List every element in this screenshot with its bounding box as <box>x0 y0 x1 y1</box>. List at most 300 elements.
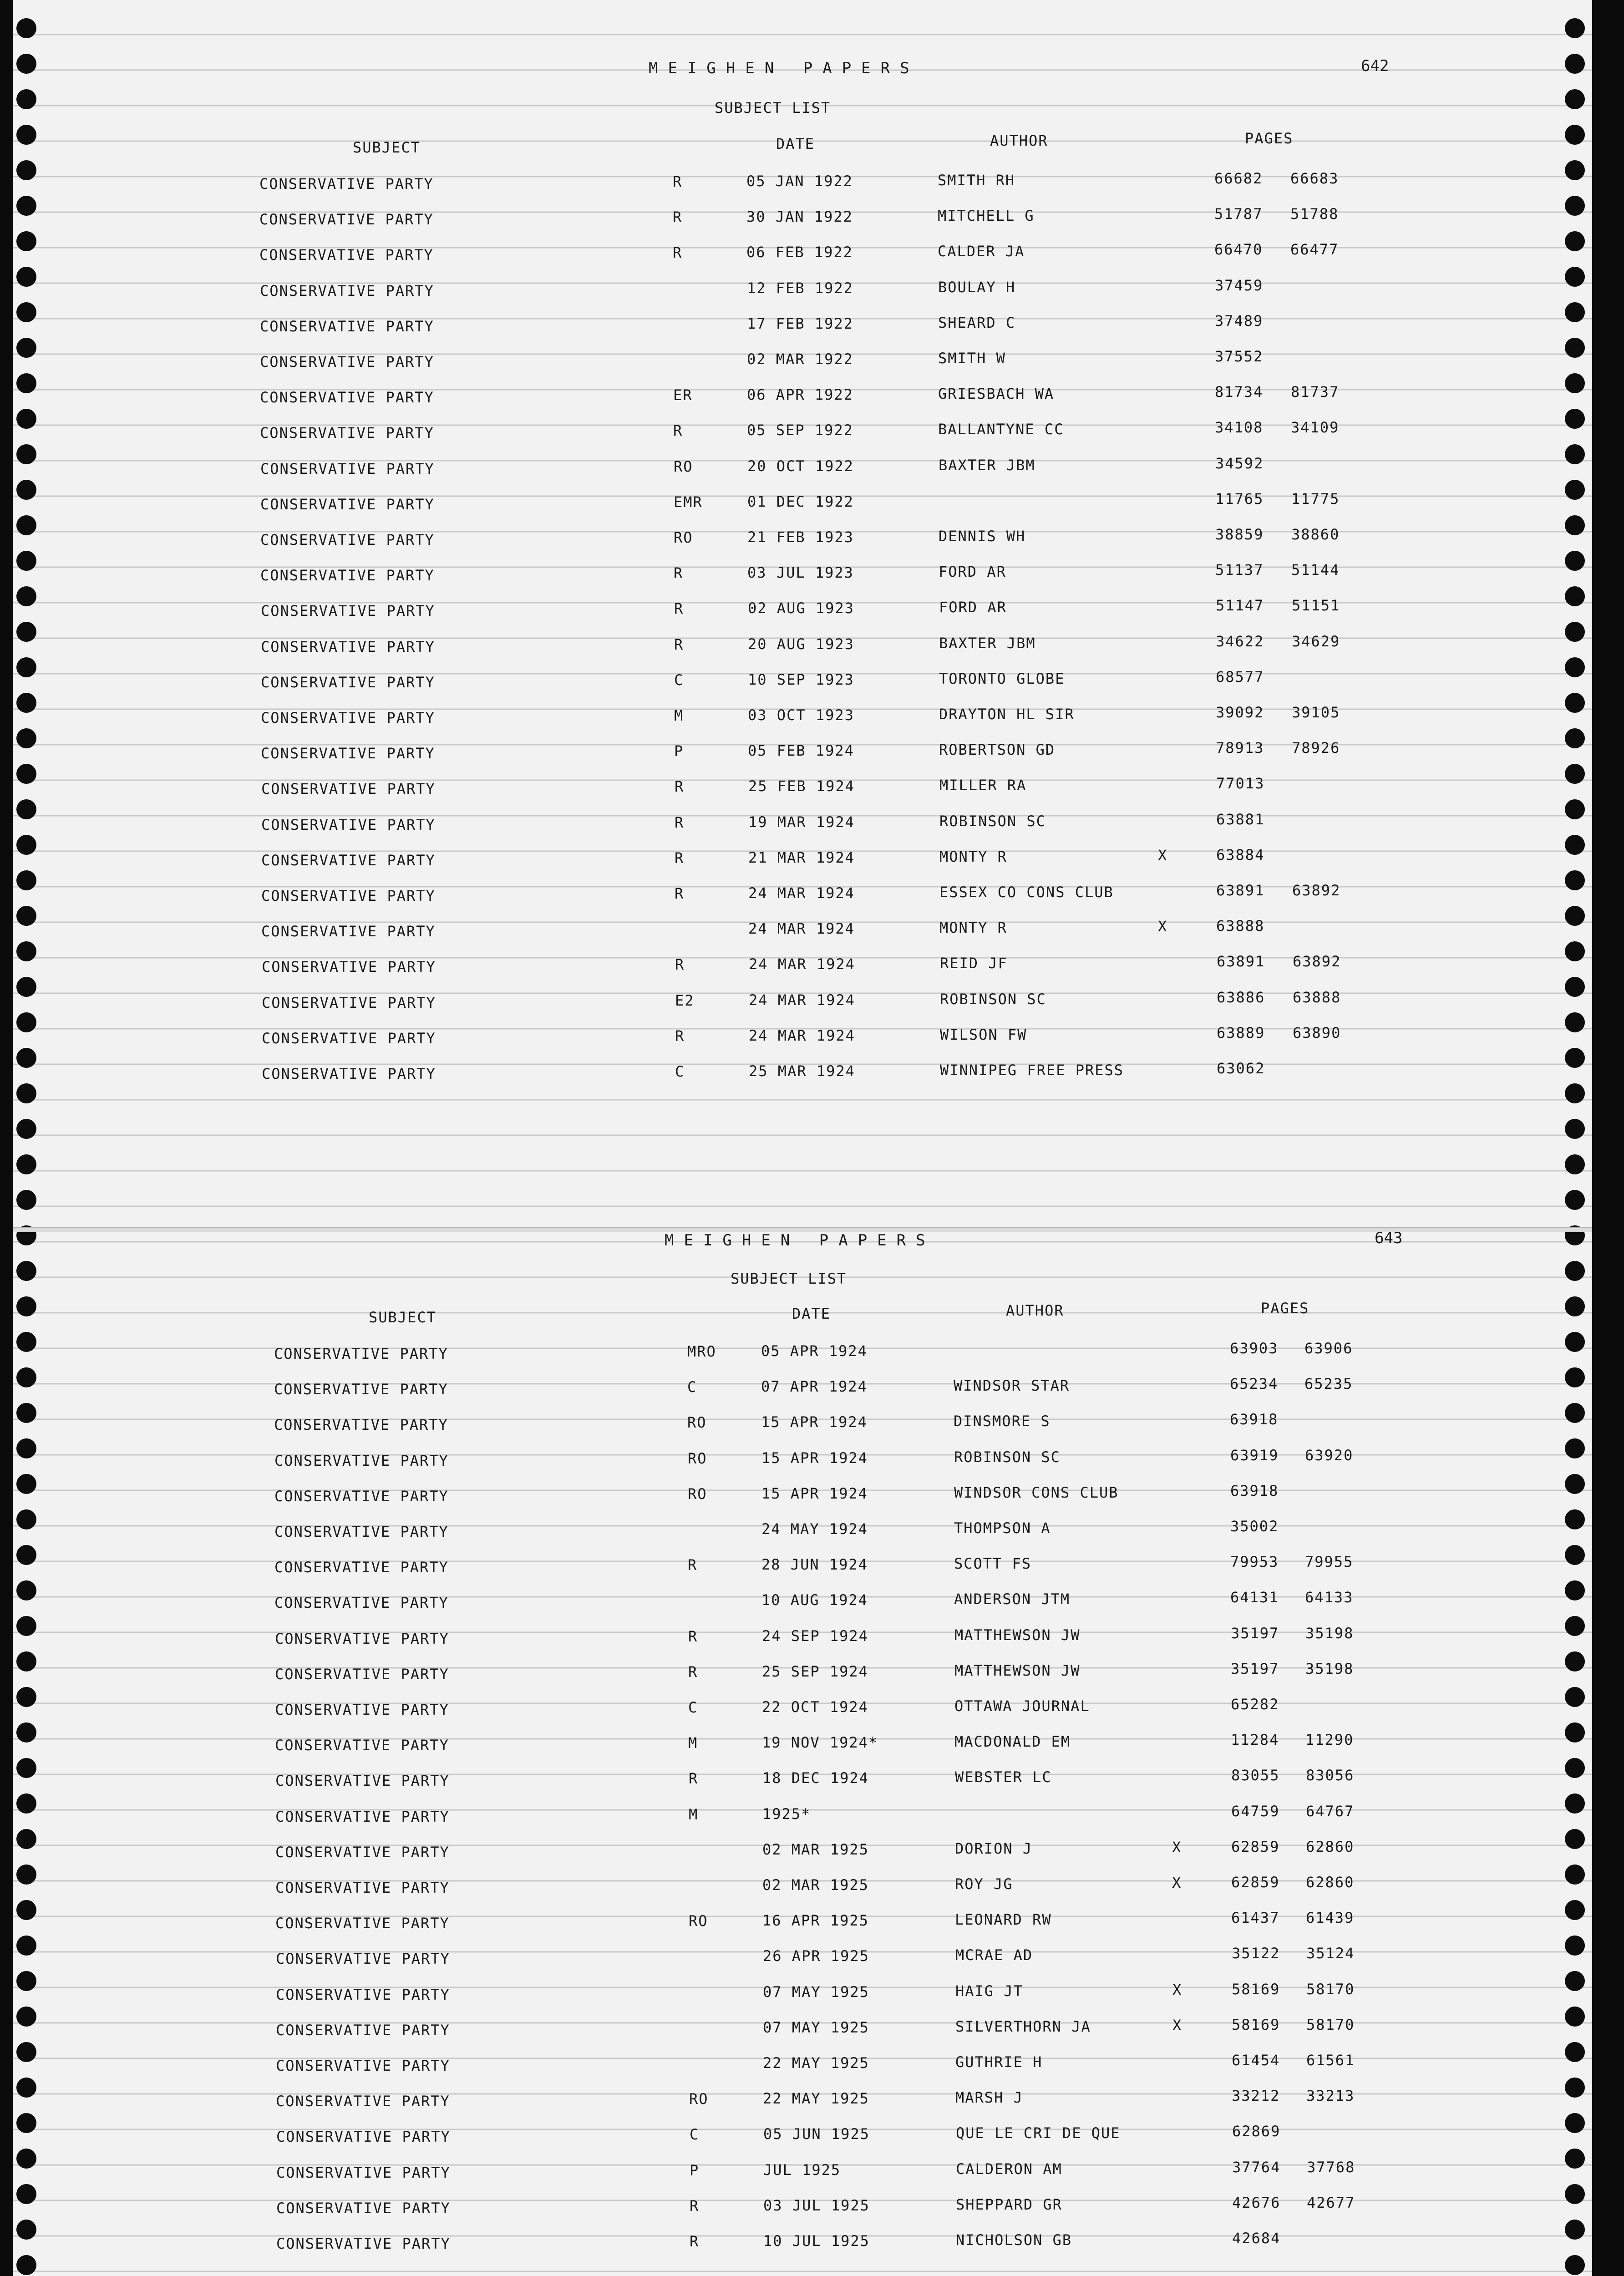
author-cell: QUE LE CRI DE QUE <box>956 2124 1121 2142</box>
end-page-cell: 51788 <box>1290 205 1339 223</box>
author-cell: WINDSOR CONS CLUB <box>954 1484 1119 1501</box>
table-row <box>0 1660 1593 1693</box>
start-page-cell: 66682 <box>1214 170 1263 187</box>
end-page-cell: 51151 <box>1292 597 1340 614</box>
table-row <box>0 1411 1593 1443</box>
start-page-cell: 63881 <box>1216 811 1265 828</box>
subject-cell: CONSERVATIVE PARTY <box>275 1808 450 1825</box>
author-cell: NICHOLSON GB <box>956 2231 1072 2249</box>
feed-hole <box>16 1190 36 1210</box>
subject-cell: CONSERVATIVE PARTY <box>274 1523 449 1540</box>
table-row <box>0 668 1593 701</box>
start-page-cell: 63891 <box>1216 882 1265 899</box>
table-row <box>0 1981 1593 2013</box>
subject-cell: CONSERVATIVE PARTY <box>261 852 436 869</box>
table-row <box>0 1767 1593 1799</box>
table-row <box>0 882 1593 914</box>
author-cell: OTTAWA JOURNAL <box>954 1697 1090 1715</box>
start-page-cell: 64131 <box>1230 1589 1279 1606</box>
start-page-cell: 39092 <box>1216 704 1264 721</box>
date-cell: 20 OCT 1922 <box>747 457 854 475</box>
start-page-cell: 62859 <box>1231 1838 1280 1855</box>
date-cell: 12 FEB 1922 <box>747 279 853 297</box>
code-cell: R <box>675 849 685 867</box>
table-row <box>0 1060 1593 1092</box>
table-row <box>0 2052 1593 2084</box>
author-cell: BAXTER JBM <box>939 457 1035 474</box>
author-cell: BAXTER JBM <box>939 635 1036 652</box>
end-page-cell: 63906 <box>1304 1340 1353 1357</box>
feed-hole <box>1565 1296 1585 1316</box>
table-row <box>0 205 1593 238</box>
code-cell: RO <box>674 458 693 475</box>
date-cell: 17 FEB 1922 <box>747 315 853 332</box>
date-cell: 07 APR 1924 <box>761 1378 868 1395</box>
date-cell: 05 FEB 1924 <box>748 742 854 759</box>
author-cell: MARSH J <box>955 2089 1023 2106</box>
table-row <box>0 704 1593 737</box>
date-cell: 28 JUN 1924 <box>761 1556 868 1573</box>
code-cell: R <box>675 1027 685 1045</box>
date-cell: 24 MAR 1924 <box>749 991 855 1009</box>
table-row <box>0 989 1593 1021</box>
date-cell: 24 SEP 1924 <box>762 1627 868 1645</box>
end-page-cell: 78926 <box>1292 739 1340 757</box>
cross-mark: X <box>1172 1981 1182 1998</box>
date-cell: 05 APR 1924 <box>761 1342 868 1360</box>
feed-hole <box>16 1296 36 1316</box>
end-page-cell: 35124 <box>1306 1945 1355 1962</box>
author-column-header: AUTHOR <box>1006 1302 1064 1319</box>
table-row <box>0 953 1593 986</box>
code-cell: P <box>674 742 684 760</box>
author-cell: SHEPPARD GR <box>956 2196 1062 2213</box>
date-cell: 21 FEB 1923 <box>747 528 854 546</box>
subject-cell: CONSERVATIVE PARTY <box>261 674 435 691</box>
author-cell: ROBINSON SC <box>940 991 1046 1008</box>
author-cell: MONTY R <box>939 919 1007 936</box>
feed-hole <box>1565 1119 1585 1139</box>
end-page-cell: 35198 <box>1305 1660 1354 1677</box>
cross-mark: X <box>1172 2017 1182 2034</box>
end-page-cell: 37768 <box>1307 2159 1355 2176</box>
start-page-cell: 78913 <box>1216 739 1264 757</box>
table-row <box>0 1731 1593 1764</box>
author-cell: SCOTT FS <box>954 1555 1032 1572</box>
code-cell: R <box>689 1770 699 1787</box>
start-page-cell: 11765 <box>1215 490 1264 508</box>
author-cell: FORD AR <box>939 599 1007 616</box>
start-page-cell: 34108 <box>1215 419 1264 436</box>
end-page-cell: 81737 <box>1291 383 1340 401</box>
subject-cell: CONSERVATIVE PARTY <box>276 2093 450 2110</box>
code-cell: R <box>688 1556 698 1574</box>
cross-mark: X <box>1158 847 1168 864</box>
subject-cell: CONSERVATIVE PARTY <box>275 1844 450 1861</box>
start-page-cell: 58169 <box>1232 1981 1280 1998</box>
start-page-cell: 61437 <box>1231 1909 1280 1926</box>
table-row <box>0 1909 1593 1942</box>
subject-cell: CONSERVATIVE PARTY <box>275 1915 450 1932</box>
code-cell: ER <box>673 386 693 404</box>
end-page-cell: 39105 <box>1292 704 1340 721</box>
subject-cell: CONSERVATIVE PARTY <box>262 1030 436 1047</box>
author-cell: BOULAY H <box>938 279 1016 296</box>
end-page-cell: 61561 <box>1306 2052 1355 2069</box>
subject-cell: CONSERVATIVE PARTY <box>260 567 435 584</box>
table-row <box>0 1589 1593 1621</box>
feed-hole <box>1565 89 1585 109</box>
table-row <box>0 1553 1593 1586</box>
code-cell: R <box>673 244 683 261</box>
table-row <box>0 561 1593 594</box>
subject-cell: CONSERVATIVE PARTY <box>276 2200 451 2217</box>
date-cell: 10 JUL 1925 <box>763 2232 870 2250</box>
subject-cell: CONSERVATIVE PARTY <box>274 1345 448 1362</box>
date-cell: 15 APR 1924 <box>761 1413 868 1431</box>
code-cell: RO <box>689 1912 708 1930</box>
subject-cell: CONSERVATIVE PARTY <box>261 780 436 798</box>
start-page-cell: 81734 <box>1215 383 1264 401</box>
code-cell: R <box>688 1628 698 1645</box>
table-row <box>0 312 1593 345</box>
feed-hole <box>1565 18 1585 38</box>
date-cell: 19 NOV 1924* <box>762 1734 878 1751</box>
date-cell: 22 MAY 1925 <box>763 2054 869 2072</box>
table-row <box>0 633 1593 666</box>
end-page-cell: 34109 <box>1291 419 1340 436</box>
subject-cell: CONSERVATIVE PARTY <box>262 958 436 975</box>
start-page-cell: 51787 <box>1214 205 1263 223</box>
feed-hole <box>16 1261 36 1281</box>
page-number: 642 <box>1361 57 1389 75</box>
table-row <box>0 917 1593 950</box>
table-row <box>0 1803 1593 1835</box>
start-page-cell: 65234 <box>1230 1375 1279 1392</box>
author-cell: DENNIS WH <box>939 528 1026 545</box>
end-page-cell: 63888 <box>1293 989 1341 1006</box>
table-row <box>0 490 1593 523</box>
date-cell: 19 MAR 1924 <box>748 813 855 831</box>
start-page-cell: 79953 <box>1230 1553 1279 1570</box>
author-cell: MATTHEWSON JW <box>954 1626 1081 1644</box>
code-cell: C <box>688 1699 698 1716</box>
date-cell: 24 MAR 1924 <box>749 955 855 973</box>
subject-cell: CONSERVATIVE PARTY <box>260 531 435 549</box>
start-page-cell: 37459 <box>1215 277 1264 294</box>
feed-hole <box>1565 1261 1585 1281</box>
author-cell: THOMPSON A <box>954 1519 1051 1537</box>
author-cell: HAIG JT <box>955 1982 1023 2000</box>
date-cell: 24 MAR 1924 <box>749 1027 855 1044</box>
pages-column-header: PAGES <box>1245 130 1294 147</box>
end-page-cell: 34629 <box>1292 633 1340 650</box>
subject-cell: CONSERVATIVE PARTY <box>261 638 435 655</box>
start-page-cell: 37764 <box>1232 2159 1281 2176</box>
author-cell: TORONTO GLOBE <box>939 670 1065 687</box>
table-row <box>0 526 1593 559</box>
date-cell: 22 OCT 1924 <box>762 1698 868 1716</box>
date-cell: 25 SEP 1924 <box>762 1663 868 1680</box>
code-cell: R <box>675 778 685 795</box>
date-cell: 02 MAR 1922 <box>747 351 853 368</box>
code-cell: C <box>690 2126 700 2143</box>
date-cell: 15 APR 1924 <box>761 1485 868 1502</box>
start-page-cell: 63891 <box>1217 953 1265 970</box>
author-cell: CALDER JA <box>938 243 1025 260</box>
subject-cell: CONSERVATIVE PARTY <box>262 1065 436 1082</box>
feed-hole <box>16 18 36 38</box>
author-cell: GRIESBACH WA <box>938 385 1055 402</box>
author-cell: CALDERON AM <box>956 2160 1062 2178</box>
author-cell: FORD AR <box>939 563 1006 580</box>
feed-hole <box>1565 125 1585 145</box>
end-page-cell: 58170 <box>1306 1981 1355 1998</box>
code-cell: C <box>675 1063 685 1080</box>
end-page-cell: 64767 <box>1306 1803 1355 1820</box>
page-number: 643 <box>1375 1229 1403 1247</box>
subject-cell: CONSERVATIVE PARTY <box>274 1452 449 1469</box>
cross-mark: X <box>1172 1874 1182 1891</box>
end-page-cell: 63892 <box>1292 882 1341 899</box>
code-cell: R <box>688 1663 698 1681</box>
date-cell: 24 MAR 1924 <box>748 884 855 902</box>
code-cell: EMR <box>674 493 703 511</box>
code-cell: RO <box>688 1450 707 1467</box>
author-cell: BALLANTYNE CC <box>938 421 1064 438</box>
author-cell: SILVERTHORN JA <box>955 2018 1091 2035</box>
end-page-cell: 38860 <box>1291 526 1340 543</box>
table-row <box>0 1518 1593 1550</box>
start-page-cell: 63918 <box>1230 1411 1279 1428</box>
author-cell: SMITH W <box>938 350 1006 367</box>
start-page-cell: 51147 <box>1216 597 1264 614</box>
date-cell: 02 MAR 1925 <box>762 1841 869 1858</box>
subject-cell: CONSERVATIVE PARTY <box>261 887 436 904</box>
code-cell: R <box>674 636 684 653</box>
start-page-cell: 11284 <box>1231 1731 1279 1748</box>
date-cell: 02 AUG 1923 <box>748 599 854 617</box>
start-page-cell: 63889 <box>1217 1024 1265 1041</box>
subject-cell: CONSERVATIVE PARTY <box>276 2235 451 2252</box>
feed-hole <box>16 1154 36 1174</box>
date-cell: 03 JUL 1923 <box>747 564 854 581</box>
table-row <box>0 597 1593 630</box>
start-page-cell: 63919 <box>1230 1447 1279 1464</box>
start-page-cell: 63884 <box>1216 846 1265 864</box>
code-cell: RO <box>689 2090 709 2108</box>
cross-mark: X <box>1158 918 1168 935</box>
feed-hole <box>16 54 36 74</box>
feed-hole <box>16 125 36 145</box>
author-cell: DINSMORE S <box>954 1412 1051 1430</box>
start-page-cell: 34622 <box>1216 633 1264 650</box>
author-column-header: AUTHOR <box>990 132 1048 149</box>
code-cell: RO <box>674 529 693 546</box>
start-page-cell: 65282 <box>1231 1696 1279 1713</box>
table-row <box>0 170 1593 203</box>
date-cell: 24 MAY 1924 <box>761 1520 868 1538</box>
page-title: MEIGHEN PAPERS <box>665 1231 935 1250</box>
code-cell: R <box>690 2197 700 2215</box>
table-row <box>0 1024 1593 1057</box>
subject-cell: CONSERVATIVE PARTY <box>259 211 434 228</box>
subject-cell: CONSERVATIVE PARTY <box>274 1594 449 1611</box>
subject-list-heading: SUBJECT LIST <box>731 1270 847 1287</box>
table-row <box>0 2016 1593 2049</box>
author-cell: MATTHEWSON JW <box>954 1662 1081 1679</box>
code-cell: R <box>674 600 684 617</box>
code-cell: RO <box>688 1485 707 1503</box>
subject-cell: CONSERVATIVE PARTY <box>260 496 435 513</box>
start-page-cell: 37489 <box>1215 312 1264 330</box>
feed-hole <box>1565 1190 1585 1210</box>
table-row <box>0 348 1593 381</box>
end-page-cell: 79955 <box>1305 1553 1354 1570</box>
author-cell: WILSON FW <box>940 1026 1027 1043</box>
feed-hole <box>16 89 36 109</box>
feed-hole <box>16 1119 36 1139</box>
subject-cell: CONSERVATIVE PARTY <box>274 1488 449 1505</box>
subject-cell: CONSERVATIVE PARTY <box>259 246 434 264</box>
subject-cell: CONSERVATIVE PARTY <box>276 2057 450 2074</box>
subject-cell: CONSERVATIVE PARTY <box>260 389 434 406</box>
table-row <box>0 1447 1593 1479</box>
subject-column-header: SUBJECT <box>353 139 421 156</box>
start-page-cell: 63062 <box>1217 1060 1265 1077</box>
date-cell: 1925* <box>762 1805 811 1823</box>
author-cell: ANDERSON JTM <box>954 1590 1071 1608</box>
end-page-cell: 64133 <box>1305 1589 1354 1606</box>
table-row <box>0 1375 1593 1408</box>
start-page-cell: 35197 <box>1231 1660 1279 1677</box>
subject-cell: CONSERVATIVE PARTY <box>261 745 435 762</box>
start-page-cell: 38859 <box>1215 526 1264 543</box>
feed-hole <box>1565 54 1585 74</box>
subject-cell: CONSERVATIVE PARTY <box>275 1737 449 1754</box>
end-page-cell: 62860 <box>1306 1838 1355 1855</box>
author-cell: MACDONALD EM <box>954 1733 1071 1750</box>
author-cell: MCRAE AD <box>955 1946 1033 1964</box>
subject-cell: CONSERVATIVE PARTY <box>259 175 434 193</box>
table-row <box>0 2230 1593 2262</box>
code-cell: R <box>675 814 685 831</box>
start-page-cell: 63918 <box>1230 1482 1279 1499</box>
subject-cell: CONSERVATIVE PARTY <box>275 1772 450 1789</box>
date-cell: 21 MAR 1924 <box>748 849 855 866</box>
author-cell: WINNIPEG FREE PRESS <box>940 1062 1124 1079</box>
code-cell: R <box>674 564 684 582</box>
date-cell: 25 MAR 1924 <box>749 1062 855 1080</box>
end-page-cell: 11775 <box>1291 490 1340 508</box>
table-row <box>0 1838 1593 1871</box>
subject-cell: CONSERVATIVE PARTY <box>260 282 434 300</box>
date-cell: 06 FEB 1922 <box>746 244 853 261</box>
pages-column-header: PAGES <box>1261 1300 1309 1317</box>
code-cell: C <box>674 671 684 689</box>
feed-hole <box>1565 1154 1585 1174</box>
subject-cell: CONSERVATIVE PARTY <box>260 460 435 478</box>
table-row <box>0 455 1593 488</box>
date-cell: 07 MAY 1925 <box>763 2019 869 2036</box>
date-cell: 15 APR 1924 <box>761 1449 868 1467</box>
end-page-cell: 33213 <box>1306 2087 1355 2104</box>
code-cell: RO <box>687 1414 707 1431</box>
subject-cell: CONSERVATIVE PARTY <box>275 1701 449 1718</box>
author-cell: LEONARD RW <box>955 1911 1052 1928</box>
code-cell: P <box>690 2162 700 2179</box>
date-cell: 03 OCT 1923 <box>748 706 854 724</box>
date-cell: 02 MAR 1925 <box>762 1876 869 1894</box>
end-page-cell: 66683 <box>1290 170 1339 187</box>
date-cell: 18 DEC 1924 <box>762 1769 869 1787</box>
table-row <box>0 1874 1593 1906</box>
start-page-cell: 33212 <box>1232 2087 1280 2104</box>
code-cell: R <box>673 208 683 226</box>
end-page-cell: 63892 <box>1293 953 1341 970</box>
author-cell: SHEARD C <box>938 314 1016 331</box>
author-cell: MITCHELL G <box>938 207 1035 224</box>
table-row <box>0 811 1593 843</box>
start-page-cell: 66470 <box>1214 241 1263 258</box>
end-page-cell: 83056 <box>1306 1767 1355 1784</box>
table-row <box>0 2087 1593 2120</box>
code-cell: M <box>674 707 684 724</box>
table-row <box>0 2123 1593 2155</box>
start-page-cell: 83055 <box>1231 1767 1280 1784</box>
cross-mark: X <box>1172 1839 1182 1856</box>
author-cell: GUTHRIE H <box>955 2053 1043 2071</box>
date-cell: 24 MAR 1924 <box>748 920 855 937</box>
date-cell: 10 SEP 1923 <box>748 671 854 688</box>
start-page-cell: 35122 <box>1232 1945 1280 1962</box>
author-cell: MONTY R <box>939 848 1007 865</box>
subject-cell: CONSERVATIVE PARTY <box>274 1559 449 1576</box>
table-row <box>0 1696 1593 1728</box>
start-page-cell: 62869 <box>1232 2123 1281 2140</box>
author-cell: ESSEX CO CONS CLUB <box>939 884 1114 901</box>
start-page-cell: 35197 <box>1231 1625 1279 1642</box>
subject-cell: CONSERVATIVE PARTY <box>261 602 435 620</box>
table-row <box>0 739 1593 772</box>
date-cell: 30 JAN 1922 <box>746 208 853 225</box>
table-row <box>0 277 1593 310</box>
author-cell: ROBINSON SC <box>954 1448 1061 1466</box>
date-cell: 10 AUG 1924 <box>761 1591 868 1609</box>
subject-cell: CONSERVATIVE PARTY <box>260 353 434 371</box>
start-page-cell: 42684 <box>1232 2230 1281 2247</box>
date-cell: 25 FEB 1924 <box>748 777 855 795</box>
date-cell: 20 AUG 1923 <box>748 635 854 653</box>
table-row <box>0 419 1593 452</box>
subject-cell: CONSERVATIVE PARTY <box>260 424 434 442</box>
start-page-cell: 35002 <box>1230 1518 1279 1535</box>
subject-cell: CONSERVATIVE PARTY <box>275 1666 449 1683</box>
date-cell: 05 JUN 1925 <box>763 2125 870 2143</box>
end-page-cell: 62860 <box>1306 1874 1355 1891</box>
author-cell: ROBERTSON GD <box>939 741 1056 758</box>
date-cell: 07 MAY 1925 <box>763 1983 869 2001</box>
start-page-cell: 63886 <box>1217 989 1265 1006</box>
start-page-cell: 37552 <box>1215 348 1264 365</box>
table-row <box>0 383 1593 416</box>
table-row <box>0 241 1593 274</box>
code-cell: C <box>687 1378 697 1396</box>
subject-cell: CONSERVATIVE PARTY <box>262 994 436 1011</box>
end-page-cell: 65235 <box>1304 1375 1353 1392</box>
end-page-cell: 35198 <box>1305 1625 1354 1642</box>
code-cell: R <box>690 2233 700 2250</box>
